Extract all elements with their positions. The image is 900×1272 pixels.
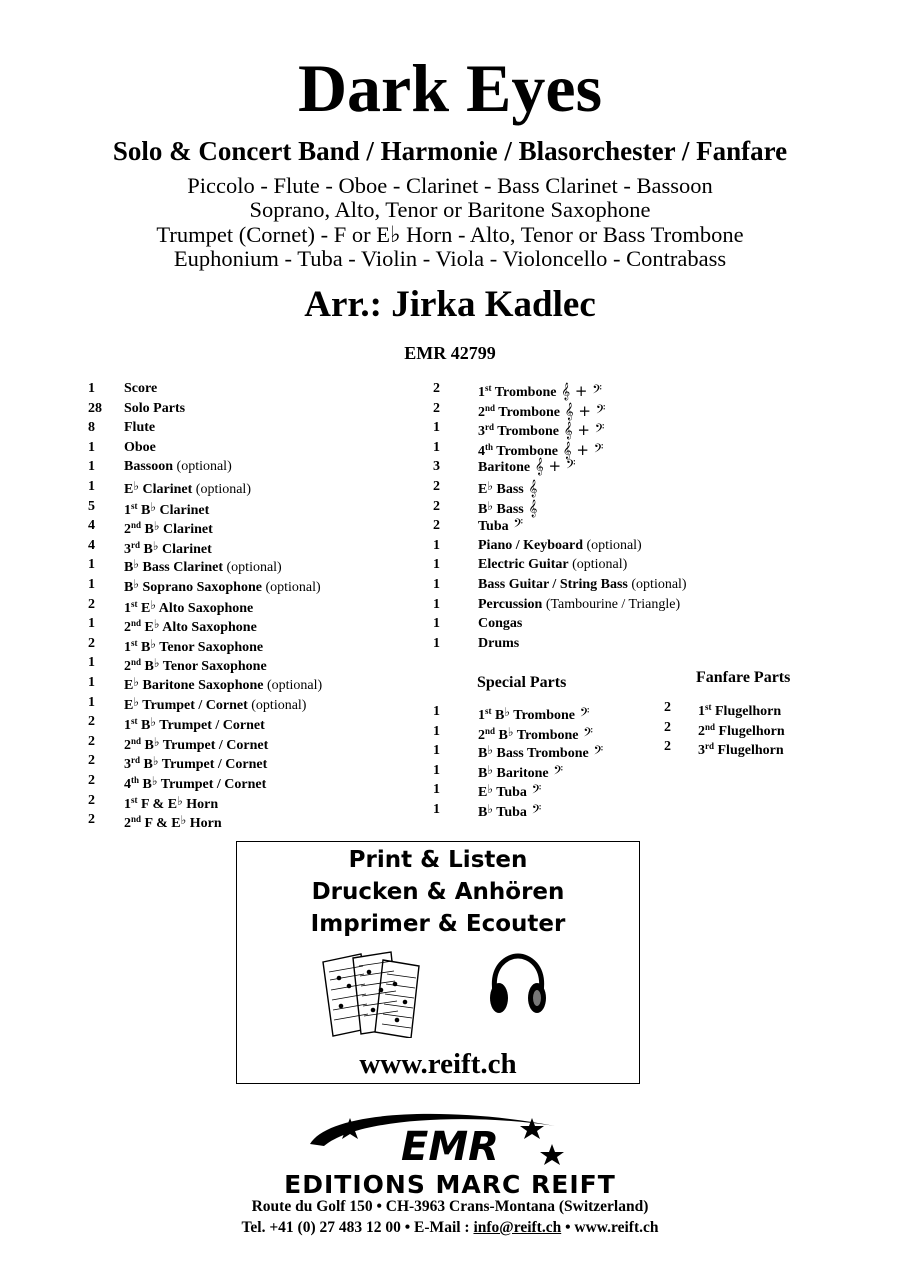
promo-line: Drucken & Anhören <box>311 879 565 905</box>
clef-icon: 𝄞 <box>523 498 538 517</box>
part-name: 2nd B♭ Trumpet / Cornet <box>124 734 269 753</box>
part-quantity: 1 <box>88 557 95 573</box>
part-row <box>433 741 653 761</box>
part-quantity: 28 <box>88 400 102 416</box>
part-row <box>433 780 653 800</box>
part-row <box>664 698 844 718</box>
part-row <box>88 653 428 673</box>
part-name: 1st F & E♭ Horn <box>124 793 219 812</box>
special-parts-heading: Special Parts <box>477 674 567 691</box>
catalog-number: EMR 42799 <box>404 343 496 363</box>
clef-icon: 𝄢 <box>526 782 542 801</box>
part-name: 4th B♭ Trumpet / Cornet <box>124 774 267 792</box>
part-row <box>433 457 733 477</box>
part-name: B♭ Tuba 𝄢 <box>478 802 542 820</box>
part-row <box>433 516 733 536</box>
clef-icon: 𝄢 <box>526 802 542 820</box>
part-name: B♭ Soprano Saxophone (optional) <box>124 577 321 595</box>
part-note: (optional) <box>192 482 251 497</box>
part-name: Baritone 𝄞 + 𝄢 <box>478 457 576 476</box>
fanfare-parts-heading: Fanfare Parts <box>696 669 791 686</box>
part-quantity: 1 <box>88 381 95 396</box>
part-row <box>88 516 428 536</box>
part-row <box>433 634 733 654</box>
part-quantity: 2 <box>88 596 95 612</box>
contact-prefix: Tel. +41 (0) 27 483 12 00 • E-Mail : <box>241 1219 474 1236</box>
part-quantity: 2 <box>88 773 95 788</box>
print-listen-box <box>236 841 640 1084</box>
part-row <box>433 595 733 615</box>
part-quantity: 2 <box>88 753 95 769</box>
publisher-name: EDITIONS MARC REIFT <box>284 1170 616 1199</box>
instrumentation-line: Trumpet (Cornet) - F or E♭ Horn - Alto, Tenor or Bass Trombone <box>156 221 744 247</box>
clef-icon: 𝄢 <box>588 743 604 762</box>
part-quantity: 8 <box>88 420 95 436</box>
part-name: 2nd B♭ Tenor Saxophone <box>124 656 267 675</box>
part-name: Score <box>124 381 158 396</box>
part-row <box>664 737 844 757</box>
part-name: Solo Parts <box>124 400 186 416</box>
part-quantity: 2 <box>88 792 95 808</box>
part-quantity: 2 <box>433 381 440 396</box>
part-row <box>88 497 428 517</box>
part-quantity: 2 <box>88 714 95 730</box>
part-name: B♭ Bass Trombone 𝄢 <box>478 743 604 762</box>
part-row <box>433 614 733 634</box>
clef-icon: 𝄞 + 𝄢 <box>559 401 606 420</box>
part-quantity: 1 <box>88 694 95 710</box>
part-row <box>88 575 428 595</box>
part-row <box>88 536 428 556</box>
contact-line <box>0 1218 900 1238</box>
arranger: Arr.: Jirka Kadlec <box>304 284 596 325</box>
clef-icon: 𝄢 <box>508 516 524 535</box>
special-parts-list <box>433 702 653 822</box>
part-row <box>88 555 428 575</box>
part-quantity: 1 <box>88 675 95 690</box>
part-quantity: 2 <box>88 635 95 651</box>
part-row <box>88 810 428 830</box>
part-row <box>88 732 428 752</box>
part-note: (optional) <box>261 580 321 595</box>
clef-icon: 𝄞 + 𝄢 <box>557 440 604 459</box>
part-name: Congas <box>478 616 523 632</box>
part-quantity: 4 <box>88 518 95 534</box>
part-name: 1st Flugelhorn <box>698 702 782 719</box>
subtitle: Solo & Concert Band / Harmonie / Blasorchester / Fanfare <box>112 136 788 166</box>
part-quantity: 2 <box>88 733 95 749</box>
part-quantity: 2 <box>664 719 671 735</box>
part-row <box>88 379 428 399</box>
part-note: (optional) <box>627 577 687 592</box>
part-quantity: 1 <box>88 459 95 475</box>
fanfare-parts-list <box>664 698 844 760</box>
part-name: 2nd Trombone 𝄞 + 𝄢 <box>478 401 606 420</box>
part-name: 1st Trombone 𝄞 + 𝄢 <box>478 382 602 400</box>
part-row <box>433 575 733 595</box>
part-row <box>88 614 428 634</box>
clef-icon: 𝄢 <box>548 762 564 781</box>
part-quantity: 1 <box>433 743 440 759</box>
part-name: 1st B♭ Clarinet <box>124 499 210 518</box>
page-title: Dark Eyes <box>297 50 603 126</box>
part-quantity: 1 <box>433 596 440 612</box>
part-quantity: 2 <box>88 812 95 828</box>
sheet-music-icon <box>319 950 429 1038</box>
part-name: 3rd B♭ Trumpet / Cornet <box>124 754 268 773</box>
part-quantity: 1 <box>433 802 440 817</box>
part-row <box>433 477 733 497</box>
clef-icon: 𝄞 + 𝄢 <box>558 421 605 440</box>
part-row <box>433 379 733 399</box>
part-row <box>433 800 653 820</box>
clef-icon: 𝄞 + 𝄢 <box>556 382 602 400</box>
part-name: E♭ Bass 𝄞 <box>478 479 538 497</box>
part-quantity: 2 <box>664 700 671 715</box>
emr-logo <box>300 1104 600 1172</box>
part-row <box>433 702 653 722</box>
part-quantity: 1 <box>433 577 440 592</box>
part-row <box>88 438 428 458</box>
part-name: 2nd Flugelhorn <box>698 721 785 739</box>
part-quantity: 2 <box>433 518 440 534</box>
part-name: 3rd Trombone 𝄞 + 𝄢 <box>478 421 605 440</box>
part-quantity: 1 <box>88 577 95 592</box>
part-name: B♭ Bass Clarinet (optional) <box>124 557 282 576</box>
part-note: (optional) <box>263 678 323 693</box>
part-name: 1st B♭ Trumpet / Cornet <box>124 715 265 734</box>
part-row <box>88 751 428 771</box>
part-note: (optional) <box>247 697 307 713</box>
part-quantity: 2 <box>664 739 671 755</box>
part-quantity: 1 <box>433 420 440 436</box>
part-row <box>433 418 733 438</box>
part-row <box>88 418 428 438</box>
part-name: Tuba 𝄢 <box>478 516 524 535</box>
website-link[interactable]: www.reift.ch <box>359 1048 517 1080</box>
part-name: E♭ Trumpet / Cornet (optional) <box>124 694 307 713</box>
part-quantity: 2 <box>433 479 440 494</box>
part-quantity: 3 <box>433 459 440 475</box>
part-row <box>88 693 428 713</box>
part-quantity: 1 <box>433 537 440 553</box>
part-row <box>88 673 428 693</box>
part-quantity: 1 <box>433 723 440 739</box>
part-name: 2nd E♭ Alto Saxophone <box>124 617 257 636</box>
part-quantity: 1 <box>433 635 440 651</box>
part-name: Bassoon (optional) <box>124 459 232 475</box>
part-quantity: 1 <box>88 439 95 455</box>
part-quantity: 5 <box>88 498 95 514</box>
part-name: Electric Guitar (optional) <box>478 557 628 573</box>
part-quantity: 1 <box>88 655 95 671</box>
part-row <box>88 712 428 732</box>
part-row <box>433 399 733 419</box>
part-note: (Tambourine / Triangle) <box>542 596 681 612</box>
part-quantity: 1 <box>433 616 440 632</box>
instrumentation-line: Euphonium - Tuba - Violin - Viola - Violoncello - Contrabass <box>173 246 727 272</box>
contact-suffix: • www.reift.ch <box>561 1219 659 1236</box>
part-row <box>433 761 653 781</box>
part-note: (optional) <box>223 560 282 576</box>
part-quantity: 1 <box>433 782 440 798</box>
part-quantity: 2 <box>433 400 440 416</box>
part-quantity: 1 <box>433 762 440 778</box>
part-row <box>433 555 733 575</box>
part-name: Piano / Keyboard (optional) <box>478 537 642 553</box>
part-quantity: 1 <box>88 479 95 494</box>
part-row <box>88 791 428 811</box>
clef-icon: 𝄢 <box>574 705 590 723</box>
email-link[interactable]: info@reift.ch <box>473 1219 562 1236</box>
clef-icon: 𝄢 <box>578 724 593 743</box>
address: Route du Golf 150 • CH-3963 Crans-Montana (Switzerland) <box>251 1198 649 1215</box>
part-name: 4th Trombone 𝄞 + 𝄢 <box>478 440 604 459</box>
part-name: 2nd F & E♭ Horn <box>124 813 222 832</box>
part-name: 2nd B♭ Trombone 𝄢 <box>478 724 593 743</box>
part-quantity: 2 <box>433 498 440 514</box>
part-name: Drums <box>478 635 520 651</box>
part-name: B♭ Bass 𝄞 <box>478 498 538 517</box>
part-note: (optional) <box>583 537 642 553</box>
promo-line: Print & Listen <box>348 847 528 873</box>
promo-line: Imprimer & Ecouter <box>310 911 566 937</box>
parts-list-right <box>433 379 733 655</box>
part-name: 1st B♭ Trombone 𝄢 <box>478 705 590 723</box>
part-row <box>433 497 733 517</box>
instrumentation-line: Soprano, Alto, Tenor or Baritone Saxophone <box>249 197 651 223</box>
part-row <box>88 595 428 615</box>
clef-icon: 𝄞 + 𝄢 <box>530 457 576 476</box>
clef-icon: 𝄞 <box>523 479 538 497</box>
parts-list-left <box>88 379 428 831</box>
part-name: Percussion (Tambourine / Triangle) <box>478 596 681 612</box>
part-name: E♭ Tuba 𝄢 <box>478 782 542 801</box>
logo-text: EMR <box>401 1124 499 1170</box>
part-row <box>88 457 428 477</box>
part-name: 1st B♭ Tenor Saxophone <box>124 636 264 655</box>
part-name: E♭ Baritone Saxophone (optional) <box>124 675 323 693</box>
part-quantity: 1 <box>433 557 440 573</box>
part-row <box>664 718 844 738</box>
part-row <box>88 771 428 791</box>
part-name: 1st E♭ Alto Saxophone <box>124 597 254 616</box>
part-quantity: 1 <box>433 704 440 719</box>
part-row <box>88 634 428 654</box>
part-name: 3rd Flugelhorn <box>698 741 784 759</box>
part-row <box>88 477 428 497</box>
part-row <box>433 536 733 556</box>
instrumentation-line: Piccolo - Flute - Oboe - Clarinet - Bass Clarinet - Bassoon <box>187 173 713 198</box>
part-name: B♭ Baritone 𝄢 <box>478 762 564 781</box>
part-quantity: 4 <box>88 537 95 553</box>
headphones-icon <box>487 952 549 1020</box>
part-name: Flute <box>124 420 156 436</box>
part-name: Oboe <box>124 439 156 455</box>
part-name: Bass Guitar / String Bass (optional) <box>478 577 687 592</box>
part-quantity: 1 <box>433 439 440 455</box>
part-row <box>433 438 733 458</box>
part-name: 2nd B♭ Clarinet <box>124 519 213 538</box>
part-quantity: 1 <box>88 616 95 632</box>
part-note: (optional) <box>173 459 232 475</box>
part-name: 3rd B♭ Clarinet <box>124 538 212 557</box>
part-row <box>88 399 428 419</box>
part-row <box>433 722 653 742</box>
part-name: E♭ Clarinet (optional) <box>124 479 251 497</box>
part-note: (optional) <box>568 557 628 573</box>
